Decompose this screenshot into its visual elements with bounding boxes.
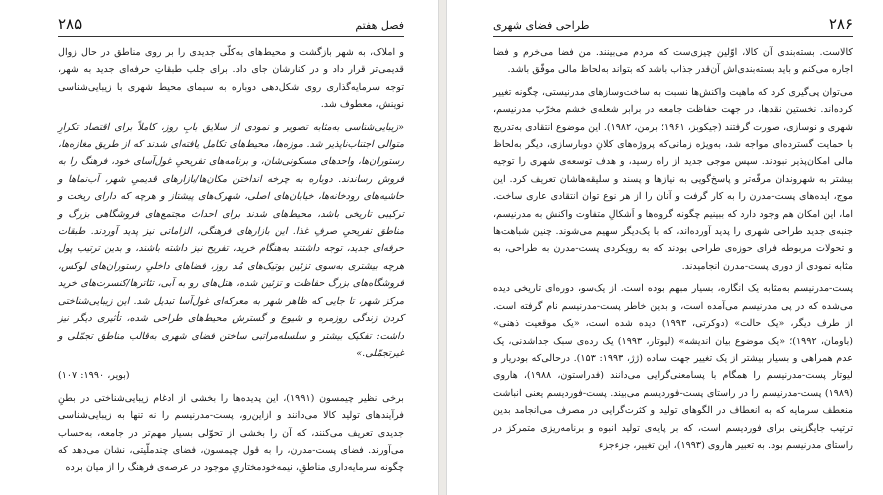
right-paragraph-3: پست-مدرنیسم به‌مثابه یک انگاره، بسیار مبهم بوده است. از یک‌سو، دوره‌ای تاریخی دیده می‌شده که در پی مدرنیسم می‌آمده است، و بدین خاطر پست-مدرنیسم نام گرفته است. از طرف دیگر، «یک حالت» (دوکرتی، ۱۹۹۳) دیده شده است، «یک موقعیت ذهنی» (باومان، ۱۹۹۲)؛ «یک موضوع بیان اندیشه» (لیوتار، ۱۹۹۳) یک رده‌ی سبک جداشدنی، یک عدم همراهی و بسیار بیشتر از یک تغییر جهت ساده (ژژ، ۱۹۹۳: ۱۵۳). درحالی‌که بودریار و لیوتار پست-مدرنیسم را همگام با پسامعنی‌گرایی می‌دانند (فدراستون، ۱۹۸۸)، هاروی (۱۹۸۹) پست-مدرنیسم را در راستای پست-فوردیسم می‌بیند. پست-فوردیسم یعنی انباشت منعطف سرمایه که به انعطاف در الگوهای تولید و کثرت‌گرایی در مصرف می‌انجامد بدین ترتیب جایگزینی برای فوردیسم است، که بر پایه‌ی تولید انبوه و برنامه‌ریزی متمرکز در راستای مدرنیسم بود. به تعبیر هاروی (۱۹۹۳)، این تغییر، جزءجزء: [493, 283, 853, 451]
left-page-body: [58, 44, 404, 482]
right-page-number: ۲۸۶: [828, 15, 853, 33]
left-after-paragraph: برخی نظیر چیمسون (۱۹۹۱)، این پدیده‌ها را بخشی از ادغام زیبایی‌شناختی در بطنِ فرآیندهای تولید کالا می‌دانند و ازاین‌رو، پست-مدرنیسم را نه تنها به زیبایی‌شناسی جدیدی تعریف می‌کنند، که آن را بخشی از تحوّلی بسیار مهم‌تر در جامعه، به‌حساب می‌آورند. فضای پست-مدرن، را به قول چیمسون، فضای چندملّیتی، نشان می‌دهد که چگونه سرمایه‌داری مناطقِ، نیمه‌خودمختاریِ موجود در عرصه‌ی فرهنگ را از میان برده: [58, 392, 404, 474]
left-page-number: ۲۸۵: [58, 15, 83, 33]
left-quote-citation: (بویر، ۱۹۹۰: ۱۰۷): [58, 370, 130, 382]
left-page-header: [58, 14, 404, 37]
right-paragraph-1: کالاست. بسته‌بندی آن کالا، اوّلین چیزی‌ست که مردم می‌بینند. من فضا می‌خرم و فضا اجاره می‌کنم و باید بسته‌بندی‌اش آن‌قدر جذاب باشد که بتواند به‌لحاظ مالی موفّق باشد.: [493, 47, 853, 76]
right-page: [446, 0, 883, 495]
left-chapter-title: فصل هفتم: [355, 19, 404, 32]
left-block-quote: «زیبایی‌شناسی به‌مثابه تصویر و نمودی از سلایق بابِ روز، کاملاً برای اقتصاد تکرارِ متوالی اجتناب‌ناپذیر شد. موزه‌ها، محیط‌های تکامل یافته‌ای شدند که از طریق مغازه‌ها، رستوران‌ها، واحدهای مسکونی‌شان، و برنامه‌های تفریحیِ غول‌آسای خود، فرهنگ را به فروش رساندند. دوباره به چرخه انداختن مکان‌ها/بازارهای قدیمیِ شهر، آب‌نماها و حاشیه‌های رودخانه‌ها، خیابان‌های اصلی، شهرک‌های پیشتاز و هرچه که دارای ریخت و ترکیبی تاریخی باشد، محیط‌های شدند برای احداث مجتمع‌های فروشگاهی بزرگ و مناطق تفریحیِ صرفِ غذا. این بازارهای فرهنگی، الزاماتی نیز پدید آوردند. طبقات حرفه‌ای جدید، توجه داشتند به‌هنگام خرید، تفریح نیز داشته باشند، و بدین ترتیب پول هرچه بیشتری به‌سوی تزئین بوتیک‌های مُد روز، فضاهای داخلیِ رستوران‌های لوکس، فروشگاه‌های بزرگ حفاظت و تزئین شده، هتل‌های رو به آبی، تئاترها/کنسرت‌های خرید مرکز شهر، تا جایی که ظاهر شهر به معرکه‌ای غول‌آسا تبدیل شد. این زیبایی‌شناختی کردن زندگی روزمره و شیوع و گسترش محیط‌های طراحی شده، تأثیری دیگر نیز داشت: تفکیک بیشتر و سلسله‌مراتبی ساختن فضای شهری به‌قالب مناطق تجمّلی و غیرتجمّلی.»: [58, 121, 404, 359]
left-intro-paragraph: و املاک، به شهر بازگشت و محیط‌های به‌کلّی جدیدی را بر روی مناطق در حال زوال قدیمی‌تر قرار داد و در کنارشان جای داد. برای جلب طبقاتِ حرفه‌ای جدید به شهر، توجه سرمایه‌گذاری روی شکل‌دهی دوباره به سیمای محیط شهری با زیبایی‌شناسی نوینش، معطوف شد.: [58, 47, 404, 111]
right-chapter-title: طراحی فضای شهری: [493, 19, 590, 32]
left-page: [0, 0, 439, 495]
right-page-body: [493, 44, 853, 459]
right-page-header: [493, 14, 853, 37]
right-paragraph-2: می‌توان پی‌گیری کرد که ماهیت واکنش‌ها نسبت به ساخت‌وسازهای مدرنیستی، چگونه تغییر کرده‌اند. نخستین نقدها، در جهت حفاظت جامعه در برابر شعله‌ی خشم مخرّب مدرنیسم، شهری و نوسازی، صورت گرفتند (جیکوبز، ۱۹۶۱؛ برمن، ۱۹۸۲). این موضوع انتقادی به‌تدریج با حمایت گسترده‌ای مواجه شد، به‌ویژه زمانی‌که پروژه‌های کلانِ دوبارسازی، دیگر به‌لحاظ مالی امکان‌پذیر نبودند. سپس موجی جدید از راه رسید، و هدف توسعه‌ی شهری را توجیه بیشتر به شهروندان مرفّه‌تر و پاسخ‌گویی به نیازها و پسند و سلیقه‌هاشان تعریف کرد. این موج، ایده‌های پست-مدرن را به کار گرفت و آنان را از هر نوع توان انتقادی عاری ساخت. اما، این امکان هم وجود دارد که ببینیم چگونه گروه‌ها و اَشکالِ متفاوت واکنش به مدرنیسم، جنبه‌ی جدید طراحی شهری را پدید آورده‌اند، که با یک‌دیگر سهیم می‌شوند. چنین شباهت‌ها و تحولات مربوطه فرای حوزه‌ی طراحی بودند که به رویکردی پست-مدرن به طراحی، به مثابه نمودی از دوری پست-مدرن انجامیدند.: [493, 86, 853, 272]
